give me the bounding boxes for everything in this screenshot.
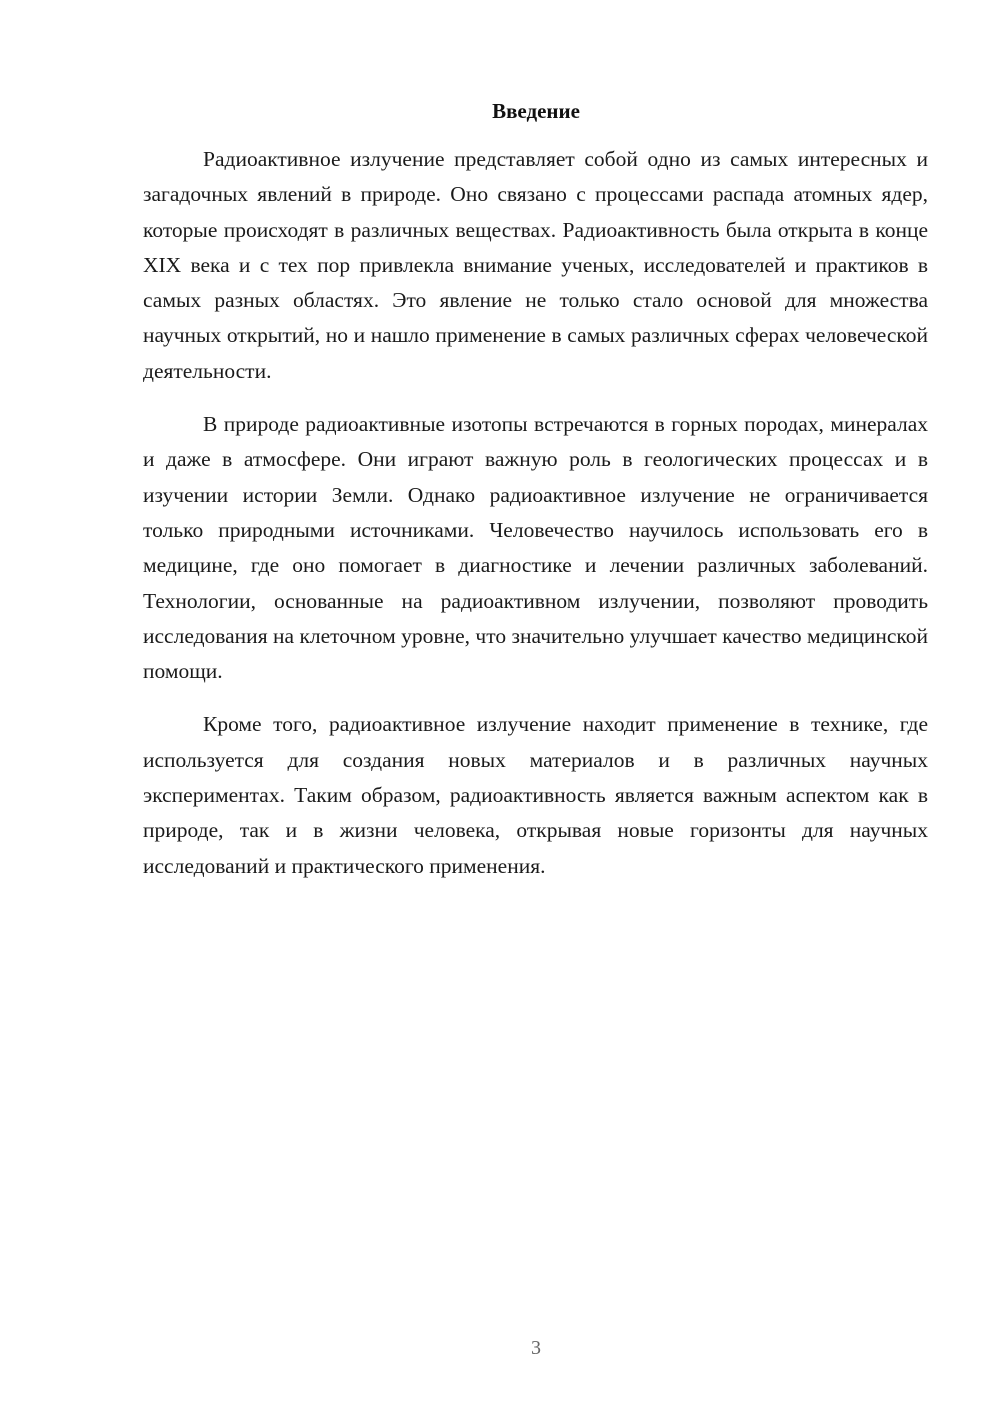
section-heading: Введение (492, 99, 580, 123)
paragraph-2: В природе радиоактивные изотопы встречаются в горных породах, минералах и даже в атмосфере. Они играют важную роль в геологических процессах и в изучении истории Земли. Однако радиоактивное излучение не ограничивается только природными источниками. Человечество научилось использовать его в медицине, где оно помогает в диагностике и лечении различных заболеваний. Технологии, основанные на радиоактивном излучении, позволяют проводить исследования на клеточном уровне, что значительно улучшает качество медицинской помощи. (143, 412, 928, 684)
page-number: 3 (531, 1337, 541, 1359)
body-text (143, 142, 928, 902)
paragraph-1: Радиоактивное излучение представляет собой одно из самых интересных и загадочных явлений в природе. Оно связано с процессами распада атомных ядер, которые происходят в различных веществах. Радиоактивность была открыта в конце XIX века и с тех пор привлекла внимание ученых, исследователей и практиков в самых разных областях. Это явление не только стало основой для множества научных открытий, но и нашло применение в самых различных сферах человеческой деятельности. (143, 147, 928, 383)
paragraph-3: Кроме того, радиоактивное излучение находит применение в технике, где используется для создания новых материалов и в различных научных экспериментах. Таким образом, радиоактивность является важным аспектом как в природе, так и в жизни человека, открывая новые горизонты для научных исследований и практического применения. (143, 712, 928, 878)
